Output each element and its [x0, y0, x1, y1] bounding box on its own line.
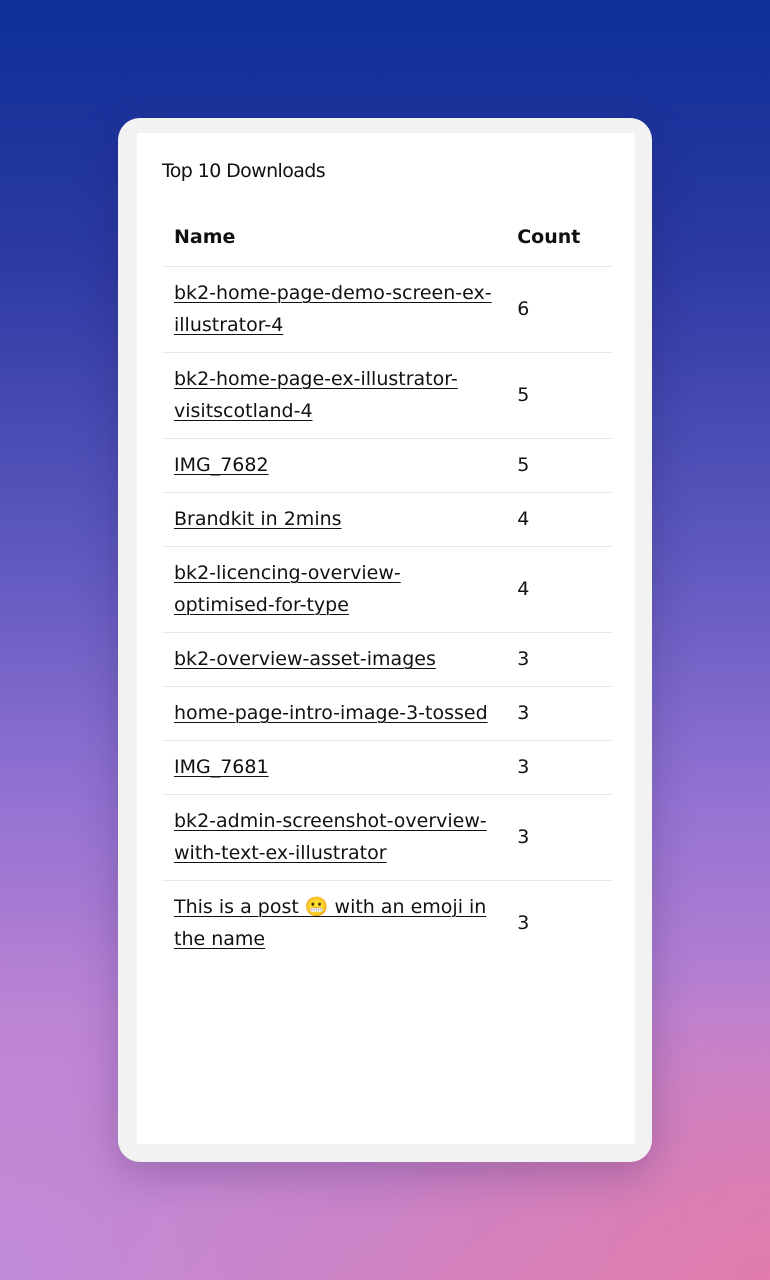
- count-cell: 5: [505, 353, 612, 439]
- count-cell: 3: [505, 741, 612, 795]
- count-cell: 3: [505, 687, 612, 741]
- name-cell: [162, 741, 505, 795]
- download-link[interactable]: bk2-licencing-overview-optimised-for-type: [174, 562, 401, 616]
- table-row: [162, 741, 612, 795]
- table-header-row: [162, 207, 612, 267]
- download-link[interactable]: This is a post 😬 with an emoji in the name: [174, 896, 487, 950]
- name-cell: [162, 633, 505, 687]
- count-cell: 4: [505, 547, 612, 633]
- name-cell: [162, 493, 505, 547]
- name-cell: [162, 353, 505, 439]
- count-cell: 5: [505, 439, 612, 493]
- table-row: [162, 493, 612, 547]
- count-cell: 3: [505, 795, 612, 881]
- name-cell: [162, 547, 505, 633]
- count-cell: 3: [517, 912, 530, 934]
- count-cell: 6: [505, 267, 612, 353]
- download-link[interactable]: home-page-intro-image-3-tossed: [174, 702, 488, 724]
- download-link[interactable]: bk2-home-page-ex-illustrator-visitscotland-4: [174, 368, 458, 422]
- table-row: [162, 795, 612, 881]
- name-cell: [162, 267, 505, 353]
- download-link[interactable]: Brandkit in 2mins: [174, 508, 342, 530]
- column-header-name: Name: [162, 207, 505, 267]
- downloads-table: [162, 207, 612, 966]
- top-downloads-card: [118, 118, 652, 1162]
- name-cell: [162, 687, 505, 741]
- download-link[interactable]: IMG_7681: [174, 756, 269, 778]
- column-header-count: Count: [505, 207, 612, 267]
- count-cell: 3: [505, 633, 612, 687]
- download-link[interactable]: bk2-admin-screenshot-overview-with-text-ex-illustrator: [174, 810, 487, 864]
- table-row: [162, 547, 612, 633]
- table-row: [162, 633, 612, 687]
- card-body: [137, 133, 635, 1144]
- card-title: Top 10 Downloads: [162, 160, 326, 182]
- count-cell: 4: [505, 493, 612, 547]
- download-link[interactable]: bk2-overview-asset-images: [174, 648, 436, 670]
- download-link[interactable]: bk2-home-page-demo-screen-ex-illustrator-4: [174, 282, 492, 336]
- table-row: [162, 881, 612, 967]
- table-row: [162, 439, 612, 493]
- table-row: [162, 687, 612, 741]
- name-cell: [162, 795, 505, 881]
- table-row: [162, 353, 612, 439]
- download-link[interactable]: IMG_7682: [174, 454, 269, 476]
- table-row: [162, 267, 612, 353]
- name-cell: [162, 881, 505, 967]
- name-cell: [162, 439, 505, 493]
